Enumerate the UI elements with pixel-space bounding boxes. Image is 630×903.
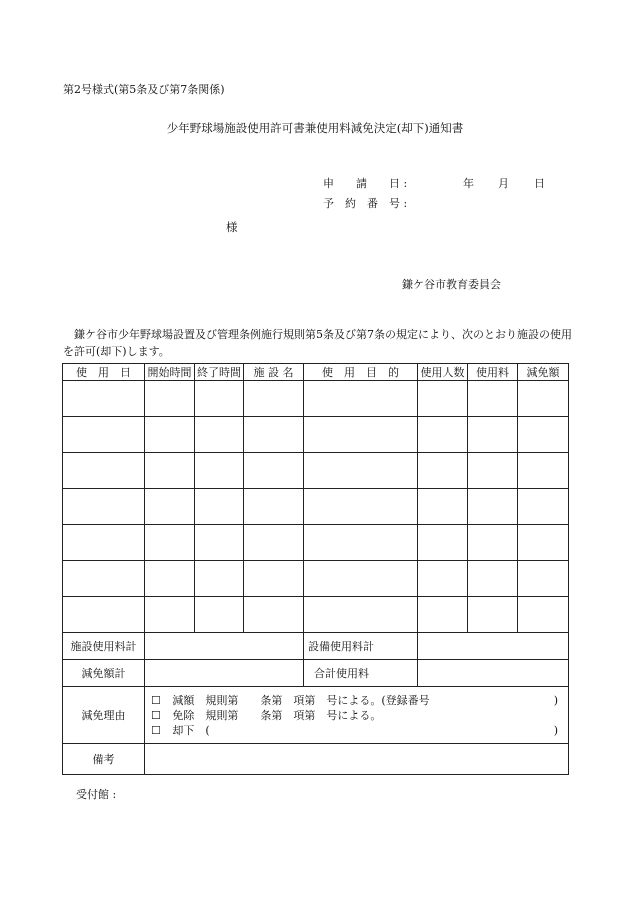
checkbox-icon[interactable]: ☐ <box>151 693 161 707</box>
cell-reduction-amount[interactable] <box>518 489 569 525</box>
cell-usage-date[interactable] <box>63 417 145 453</box>
permit-table <box>62 363 569 775</box>
reservation-number-label: 予 約 番 号 : <box>323 197 408 210</box>
facility-fee-total-label: 施設使用料計 <box>63 633 145 660</box>
table-row <box>63 525 569 561</box>
cell-usage-date[interactable] <box>63 597 145 633</box>
reduction-reason-row <box>63 687 569 744</box>
cell-people-count[interactable] <box>418 525 468 561</box>
cell-usage-fee[interactable] <box>468 489 518 525</box>
cell-facility-name[interactable] <box>244 561 304 597</box>
reduction-total-label: 減免額計 <box>63 660 145 687</box>
cell-usage-purpose[interactable] <box>304 561 418 597</box>
cell-reduction-amount[interactable] <box>518 561 569 597</box>
cell-people-count[interactable] <box>418 453 468 489</box>
cell-facility-name[interactable] <box>244 597 304 633</box>
cell-usage-fee[interactable] <box>468 561 518 597</box>
cell-reduction-amount[interactable] <box>518 381 569 417</box>
reduction-total-value[interactable] <box>145 660 304 687</box>
cell-facility-name[interactable] <box>244 417 304 453</box>
cell-people-count[interactable] <box>418 561 468 597</box>
cell-end-time[interactable] <box>195 417 244 453</box>
cell-usage-date[interactable] <box>63 489 145 525</box>
total-fee-label: 合計使用料 <box>304 660 418 687</box>
cell-reduction-amount[interactable] <box>518 417 569 453</box>
month-label: 月 <box>498 177 509 190</box>
fee-total-row <box>63 633 569 660</box>
cell-usage-fee[interactable] <box>468 381 518 417</box>
cell-reduction-amount[interactable] <box>518 525 569 561</box>
cell-usage-fee[interactable] <box>468 525 518 561</box>
cell-facility-name[interactable] <box>244 489 304 525</box>
body-text: 鎌ケ谷市少年野球場設置及び管理条例施行規則第5条及び第7条の規定により、次のとおり施設の使用を許可(却下)します。 <box>63 328 572 358</box>
cell-people-count[interactable] <box>418 417 468 453</box>
header-people-count: 使用人数 <box>418 364 468 381</box>
reduction-total-row <box>63 660 569 687</box>
reason-option-exemption[interactable] <box>151 708 568 723</box>
checkbox-icon[interactable]: ☐ <box>151 723 161 737</box>
cell-end-time[interactable] <box>195 489 244 525</box>
cell-usage-fee[interactable] <box>468 597 518 633</box>
addressee-suffix: 様 <box>226 220 238 234</box>
total-fee-value[interactable] <box>418 660 569 687</box>
cell-start-time[interactable] <box>145 525 195 561</box>
cell-start-time[interactable] <box>145 489 195 525</box>
table-row <box>63 381 569 417</box>
equipment-fee-total-label: 設備使用料計 <box>304 633 418 660</box>
table-row <box>63 597 569 633</box>
header-row <box>63 364 569 381</box>
cell-people-count[interactable] <box>418 489 468 525</box>
cell-facility-name[interactable] <box>244 381 304 417</box>
header-start-time: 開始時間 <box>145 364 195 381</box>
cell-start-time[interactable] <box>145 381 195 417</box>
cell-usage-fee[interactable] <box>468 417 518 453</box>
cell-people-count[interactable] <box>418 381 468 417</box>
equipment-fee-total-value[interactable] <box>418 633 569 660</box>
reduction-reason-options <box>145 687 569 744</box>
reason-option-close-paren: ) <box>553 693 558 707</box>
remarks-value[interactable] <box>145 744 569 775</box>
application-date-label: 申 請 日 : <box>323 177 408 190</box>
table-row <box>63 417 569 453</box>
day-label: 日 <box>534 177 545 190</box>
cell-reduction-amount[interactable] <box>518 597 569 633</box>
cell-end-time[interactable] <box>195 525 244 561</box>
reason-option-reduction[interactable] <box>151 693 568 708</box>
reason-option-close-paren: ) <box>553 723 558 737</box>
cell-usage-date[interactable] <box>63 561 145 597</box>
reduction-reason-label: 減免理由 <box>63 687 145 744</box>
cell-usage-purpose[interactable] <box>304 597 418 633</box>
header-usage-date: 使 用 日 <box>63 364 145 381</box>
cell-reduction-amount[interactable] <box>518 453 569 489</box>
reason-option-text: 免除 規則第 条第 項第 号による。 <box>172 708 382 722</box>
cell-facility-name[interactable] <box>244 453 304 489</box>
header-reduction-amount: 減免額 <box>518 364 569 381</box>
cell-start-time[interactable] <box>145 453 195 489</box>
cell-usage-date[interactable] <box>63 381 145 417</box>
cell-usage-date[interactable] <box>63 453 145 489</box>
header-end-time: 終了時間 <box>195 364 244 381</box>
cell-end-time[interactable] <box>195 561 244 597</box>
cell-people-count[interactable] <box>418 597 468 633</box>
header-usage-purpose: 使 用 目 的 <box>304 364 418 381</box>
receipt-office-label: 受付館 : <box>76 788 117 801</box>
remarks-label: 備考 <box>63 744 145 775</box>
cell-end-time[interactable] <box>195 597 244 633</box>
cell-usage-purpose[interactable] <box>304 525 418 561</box>
remarks-row <box>63 744 569 775</box>
cell-usage-fee[interactable] <box>468 453 518 489</box>
cell-usage-purpose[interactable] <box>304 453 418 489</box>
cell-facility-name[interactable] <box>244 525 304 561</box>
cell-end-time[interactable] <box>195 381 244 417</box>
table-row <box>63 489 569 525</box>
form-number: 第2号様式(第5条及び第7条関係) <box>63 83 225 96</box>
cell-start-time[interactable] <box>145 561 195 597</box>
checkbox-icon[interactable]: ☐ <box>151 708 161 722</box>
table-row <box>63 453 569 489</box>
table-row <box>63 561 569 597</box>
cell-usage-date[interactable] <box>63 525 145 561</box>
reason-option-text: 却下 ( <box>172 723 210 737</box>
reason-option-rejection[interactable] <box>151 723 568 738</box>
reason-option-text: 減額 規則第 条第 項第 号による。(登録番号 <box>172 693 430 707</box>
year-label: 年 <box>463 177 474 190</box>
cell-start-time[interactable] <box>145 597 195 633</box>
cell-usage-purpose[interactable] <box>304 417 418 453</box>
header-usage-fee: 使用料 <box>468 364 518 381</box>
cell-end-time[interactable] <box>195 453 244 489</box>
cell-usage-purpose[interactable] <box>304 381 418 417</box>
cell-usage-purpose[interactable] <box>304 489 418 525</box>
cell-start-time[interactable] <box>145 417 195 453</box>
facility-fee-total-value[interactable] <box>145 633 304 660</box>
header-facility-name: 施 設 名 <box>244 364 304 381</box>
issuer-name: 鎌ケ谷市教育委員会 <box>402 278 501 291</box>
document-title: 少年野球場施設使用許可書兼使用料減免決定(却下)通知書 <box>166 121 464 135</box>
